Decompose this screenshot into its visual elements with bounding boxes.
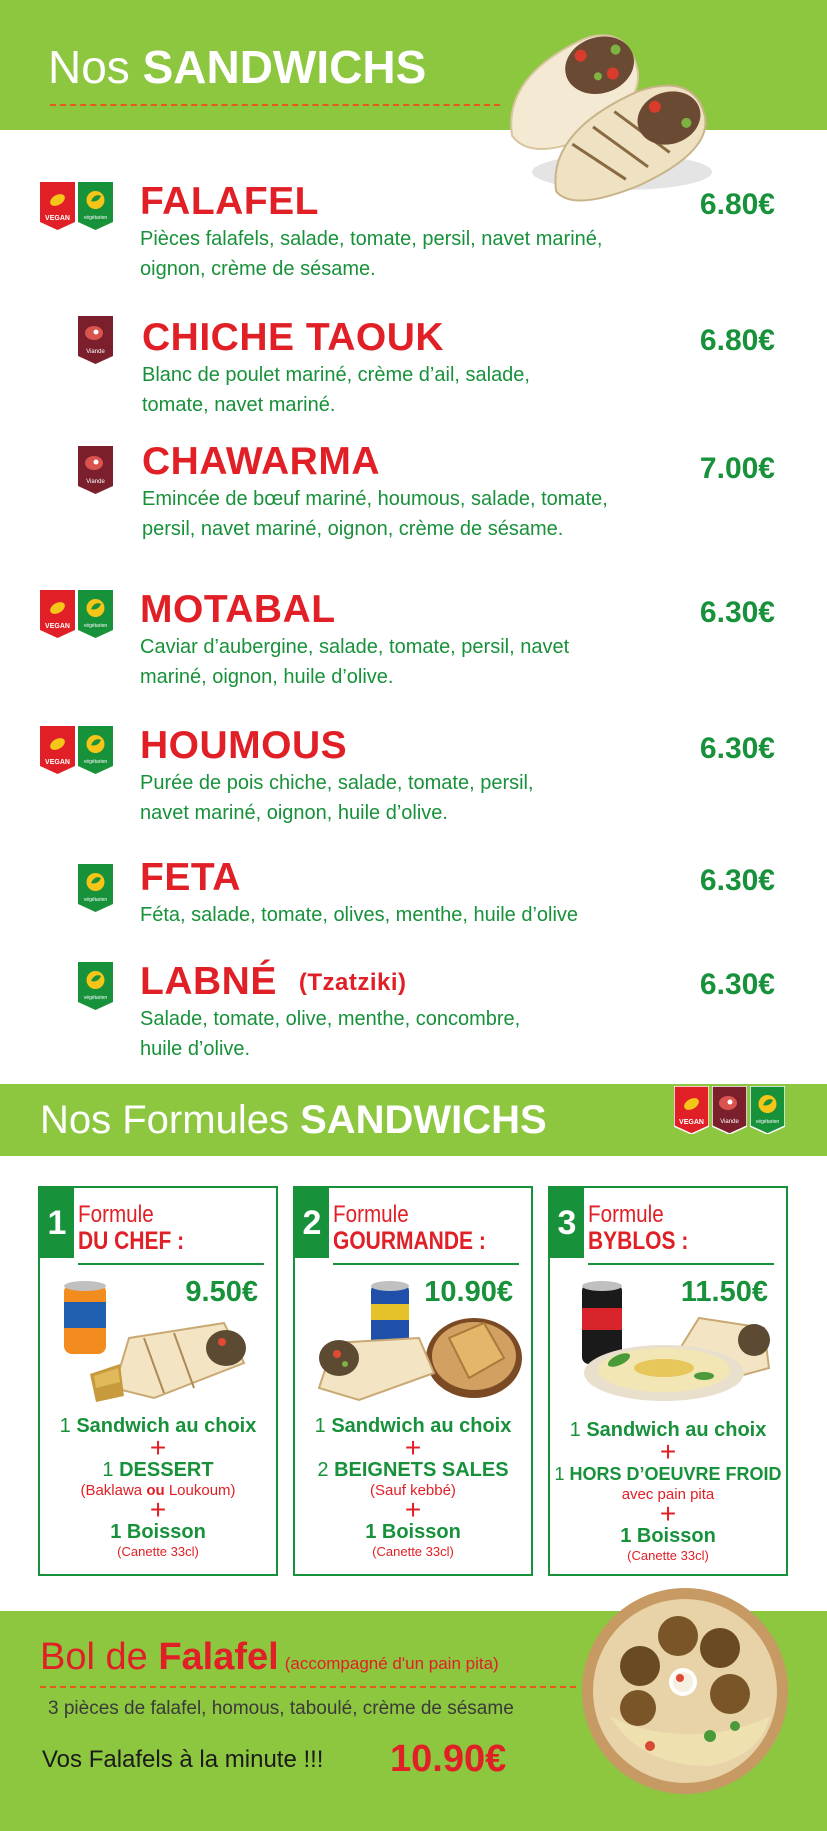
desc-line: mariné, oignon, huile d’olive. — [140, 666, 394, 688]
badge-text-vegetarien: végétarien — [83, 759, 108, 765]
formule-underline — [78, 1263, 264, 1265]
plus-icon: + — [149, 1432, 167, 1463]
formules-banner — [0, 1084, 827, 1156]
formule-name: GOURMANDE : — [333, 1227, 486, 1255]
bol-description: 3 pièces de falafel, homous, taboulé, crème de sésame — [48, 1698, 514, 1719]
item-name: HOUMOUS — [140, 724, 348, 767]
qty: 1 — [569, 1419, 581, 1441]
desc-line: Purée de pois chiche, salade, tomate, persil, — [140, 772, 534, 794]
item-description — [140, 224, 602, 284]
formules-title-bold: SANDWICHS — [300, 1098, 547, 1142]
line-text: Sandwich au choix — [76, 1415, 257, 1437]
formule-label: Formule — [78, 1201, 154, 1228]
vegan-badge-icon — [40, 182, 75, 230]
desc-line: tomate, navet mariné. — [142, 394, 336, 416]
qty: 1 — [620, 1525, 632, 1547]
title-light: Nos — [48, 41, 130, 93]
badge-text-vegetarien: végétarien — [83, 995, 108, 1001]
vegan-badge-icon — [40, 726, 75, 774]
meat-badge-icon — [712, 1086, 747, 1134]
vegetarian-badge-icon — [78, 590, 113, 638]
formule-number: 3 — [550, 1188, 584, 1258]
badge-text-vegetarien: végétarien — [83, 623, 108, 629]
plus-icon: + — [659, 1436, 677, 1467]
item-name: MOTABAL — [140, 588, 336, 631]
formule-line-extra — [550, 1462, 786, 1486]
diet-badges — [78, 864, 113, 912]
meat-badge-icon — [78, 446, 113, 494]
formule-name: DU CHEF : — [78, 1227, 185, 1255]
item-name: CHAWARMA — [142, 440, 380, 483]
bol-slogan: Vos Falafels à la minute !!! — [42, 1746, 324, 1773]
item-price: 6.80€ — [699, 324, 775, 357]
formule-price: 9.50€ — [185, 1276, 258, 1308]
diet-legend-badges — [674, 1086, 785, 1134]
vegan-badge-icon — [40, 590, 75, 638]
item-price: 6.30€ — [699, 864, 775, 897]
falafel-bowl-photo — [580, 1586, 790, 1796]
bol-price: 10.90€ — [390, 1738, 507, 1780]
desc-line: Blanc de poulet mariné, crème d’ail, salade, — [142, 364, 530, 386]
item-name: CHICHE TAOUK — [142, 316, 445, 359]
line-text: Boisson — [381, 1521, 461, 1543]
vegetarian-badge-icon — [78, 962, 113, 1010]
formule-line-drink — [550, 1524, 786, 1548]
item-name: FALAFEL — [140, 180, 319, 223]
desc-line: oignon, crème de sésame. — [140, 258, 376, 280]
line-text: Sandwich au choix — [331, 1415, 512, 1437]
formule-line-drink — [40, 1520, 276, 1544]
line-text: DESSERT — [119, 1459, 214, 1481]
formule-underline — [588, 1263, 774, 1265]
formule-line-extra — [40, 1458, 276, 1482]
note-part: Loukoum) — [168, 1482, 236, 1499]
formule-note: avec pain pita — [621, 1486, 715, 1503]
line-text: BEIGNETS SALES — [334, 1459, 509, 1481]
item-name-sub: (Tzatziki) — [298, 969, 407, 996]
badge-text-vegetarien: végétarien — [83, 215, 108, 221]
desc-line: Pièces falafels, salade, tomate, persil, navet mariné, — [140, 228, 603, 250]
title-bold: SANDWICHS — [142, 41, 427, 93]
item-description — [140, 900, 578, 930]
line-text: HORS D’OEUVRE FROID — [569, 1464, 782, 1484]
vegetarian-badge-icon — [750, 1086, 785, 1134]
desc-line: persil, navet mariné, oignon, crème de sésame. — [142, 518, 564, 540]
badge-text-vegetarien: végétarien — [83, 897, 108, 903]
formule-label: Formule — [333, 1201, 409, 1228]
diet-badges — [78, 962, 113, 1010]
item-name: FETA — [140, 856, 241, 899]
drink-size-note: (Canette 33cl) — [627, 1548, 709, 1563]
desc-line: Salade, tomate, olive, menthe, concombre, — [140, 1008, 521, 1030]
header-divider — [50, 104, 500, 106]
drink-size-note: (Canette 33cl) — [372, 1544, 454, 1559]
line-text: Boisson — [636, 1525, 716, 1547]
bol-divider — [40, 1686, 576, 1688]
note-part: (Baklawa — [80, 1482, 143, 1499]
line-text: Sandwich au choix — [586, 1419, 767, 1441]
bol-title-bold: Falafel — [158, 1636, 279, 1678]
item-price: 6.30€ — [699, 732, 775, 765]
formule-label: Formule — [588, 1201, 664, 1228]
formule-number: 2 — [295, 1188, 329, 1258]
desc-line: Caviar d’aubergine, salade, tomate, persil, navet — [140, 636, 570, 658]
formule-note: (Sauf kebbé) — [370, 1482, 456, 1499]
vegan-badge-icon — [674, 1086, 709, 1134]
bol-title-light: Bol de — [40, 1636, 148, 1678]
qty: 1 — [554, 1464, 565, 1484]
plus-icon: + — [659, 1498, 677, 1529]
qty: 1 — [59, 1415, 71, 1437]
qty: 2 — [317, 1459, 329, 1481]
qty: 1 — [102, 1459, 114, 1481]
formule-underline — [333, 1263, 519, 1265]
item-price: 6.80€ — [699, 188, 775, 221]
diet-badges — [40, 726, 113, 774]
qty: 1 — [314, 1415, 326, 1437]
diet-badges — [78, 446, 113, 494]
wrap-sandwich-photo — [492, 22, 732, 202]
formule-contents — [40, 1414, 276, 1560]
line-text: Boisson — [126, 1521, 206, 1543]
vegetarian-badge-icon — [78, 182, 113, 230]
plus-icon: + — [404, 1432, 422, 1463]
item-description — [142, 360, 530, 420]
formule-price: 10.90€ — [424, 1276, 513, 1308]
item-description — [140, 768, 534, 828]
formule-contents — [550, 1418, 786, 1564]
item-name-main: LABNÉ — [140, 960, 277, 1003]
item-description — [140, 1004, 520, 1064]
bol-accompaniment: (accompagné d'un pain pita) — [284, 1654, 499, 1673]
badge-text-viande: Viande — [86, 349, 105, 355]
page-title — [48, 40, 426, 94]
desc-line: navet mariné, oignon, huile d’olive. — [140, 802, 448, 824]
note-or: ou — [146, 1482, 165, 1499]
item-price: 6.30€ — [699, 968, 775, 1001]
item-description — [140, 632, 569, 692]
diet-badges — [78, 316, 113, 364]
item-price: 7.00€ — [699, 452, 775, 485]
formule-card-byblos — [548, 1186, 788, 1576]
badge-text-viande: Viande — [720, 1119, 739, 1125]
badge-text-vegetarien: végétarien — [755, 1119, 780, 1125]
qty: 1 — [365, 1521, 377, 1543]
badge-text-vegan: VEGAN — [679, 1119, 704, 1126]
meat-badge-icon — [78, 316, 113, 364]
plus-icon: + — [149, 1494, 167, 1525]
desc-line: Emincée de bœuf mariné, houmous, salade, tomate, — [142, 488, 608, 510]
formules-title-light: Nos Formules — [40, 1098, 289, 1142]
formules-title — [40, 1098, 547, 1143]
desc-line: Féta, salade, tomate, olives, menthe, huile d’olive — [140, 904, 579, 926]
diet-badges — [40, 182, 113, 230]
formule-line-extra — [295, 1458, 531, 1482]
vegetarian-badge-icon — [78, 726, 113, 774]
formule-card-gourmande — [293, 1186, 533, 1576]
formule-contents — [295, 1414, 531, 1560]
formule-line-drink — [295, 1520, 531, 1544]
diet-badges — [40, 590, 113, 638]
formule-name: BYBLOS : — [588, 1227, 689, 1255]
qty: 1 — [110, 1521, 122, 1543]
vegetarian-badge-icon — [78, 864, 113, 912]
badge-text-vegan: VEGAN — [45, 759, 70, 766]
plus-icon: + — [404, 1494, 422, 1525]
item-description — [142, 484, 608, 544]
formule-card-du-chef — [38, 1186, 278, 1576]
item-price: 6.30€ — [699, 596, 775, 629]
item-name — [140, 960, 407, 1004]
formule-price: 11.50€ — [680, 1276, 768, 1308]
badge-text-vegan: VEGAN — [45, 215, 70, 222]
drink-size-note: (Canette 33cl) — [117, 1544, 199, 1559]
desc-line: huile d’olive. — [140, 1038, 251, 1060]
formule-number: 1 — [40, 1188, 74, 1258]
badge-text-vegan: VEGAN — [45, 623, 70, 630]
badge-text-viande: Viande — [86, 479, 105, 485]
bol-title — [40, 1636, 499, 1679]
